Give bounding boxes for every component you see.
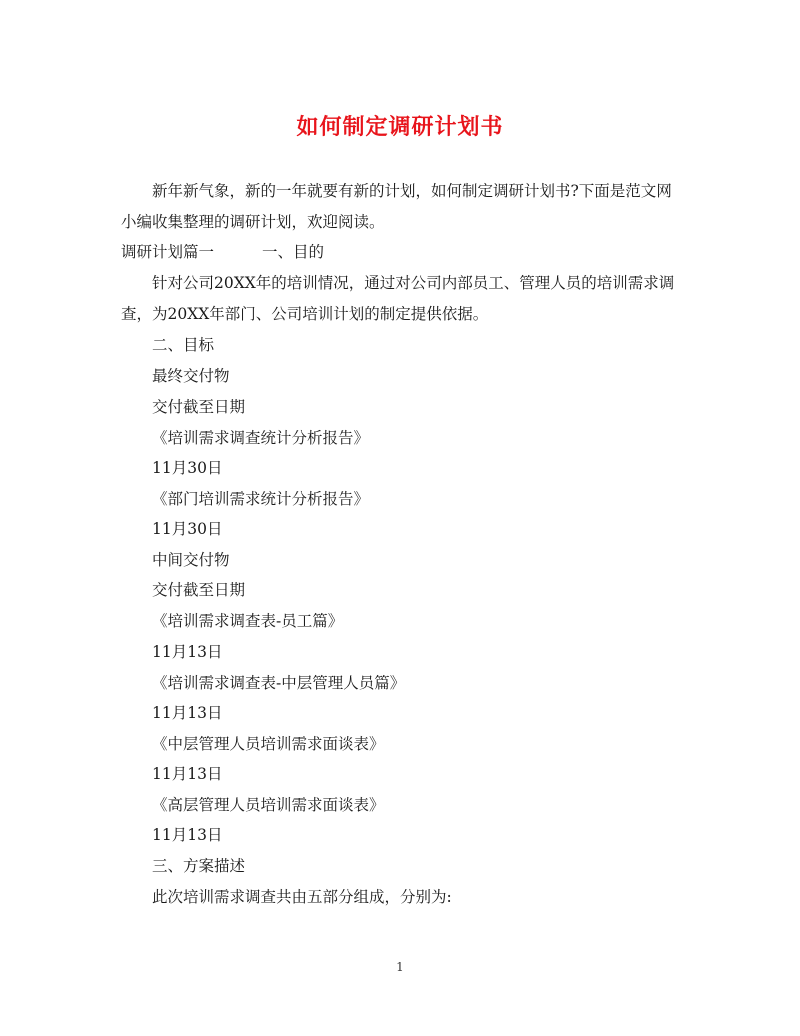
list-item: 交付截至日期 <box>152 581 246 599</box>
purpose-line-2: 查，为20XX年部门、公司培训计划的制定提供依据。 <box>121 305 489 323</box>
page-number: 1 <box>396 960 404 974</box>
document-title: 如何制定调研计划书 <box>296 115 504 140</box>
list-item: 《中层管理人员培训需求面谈表》 <box>152 735 385 753</box>
purpose-line-1: 针对公司20XX年的培训情况，通过对公司内部员工、管理人员的培训需求调 <box>152 274 675 292</box>
section-label-line <box>121 242 324 262</box>
list-item: 《培训需求调查统计分析报告》 <box>152 429 370 447</box>
list-item: 11月30日 <box>152 520 223 538</box>
body-line-last: 此次培训需求调查共由五部分组成，分别为: <box>152 888 452 906</box>
section-heading-1: 一、目的 <box>262 243 325 261</box>
list-item: 最终交付物 <box>152 367 230 385</box>
list-item: 11月13日 <box>152 765 223 783</box>
list-item: 《高层管理人员培训需求面谈表》 <box>152 796 385 814</box>
list-item: 11月30日 <box>152 459 223 477</box>
section-label: 调研计划篇一 <box>121 243 215 261</box>
section-heading-2: 二、目标 <box>152 336 215 354</box>
list-item: 11月13日 <box>152 643 223 661</box>
section-heading-3: 三、方案描述 <box>152 857 246 875</box>
list-item: 交付截至日期 <box>152 398 246 416</box>
list-item: 《培训需求调查表-员工篇》 <box>152 612 344 630</box>
list-item: 《部门培训需求统计分析报告》 <box>152 490 370 508</box>
list-item: 11月13日 <box>152 704 223 722</box>
intro-line-1: 新年新气象，新的一年就要有新的计划，如何制定调研计划书?下面是范文网 <box>152 182 672 200</box>
list-item: 11月13日 <box>152 826 223 844</box>
list-item: 《培训需求调查表-中层管理人员篇》 <box>152 674 406 692</box>
intro-line-2: 小编收集整理的调研计划，欢迎阅读。 <box>121 213 385 231</box>
list-item: 中间交付物 <box>152 551 230 569</box>
